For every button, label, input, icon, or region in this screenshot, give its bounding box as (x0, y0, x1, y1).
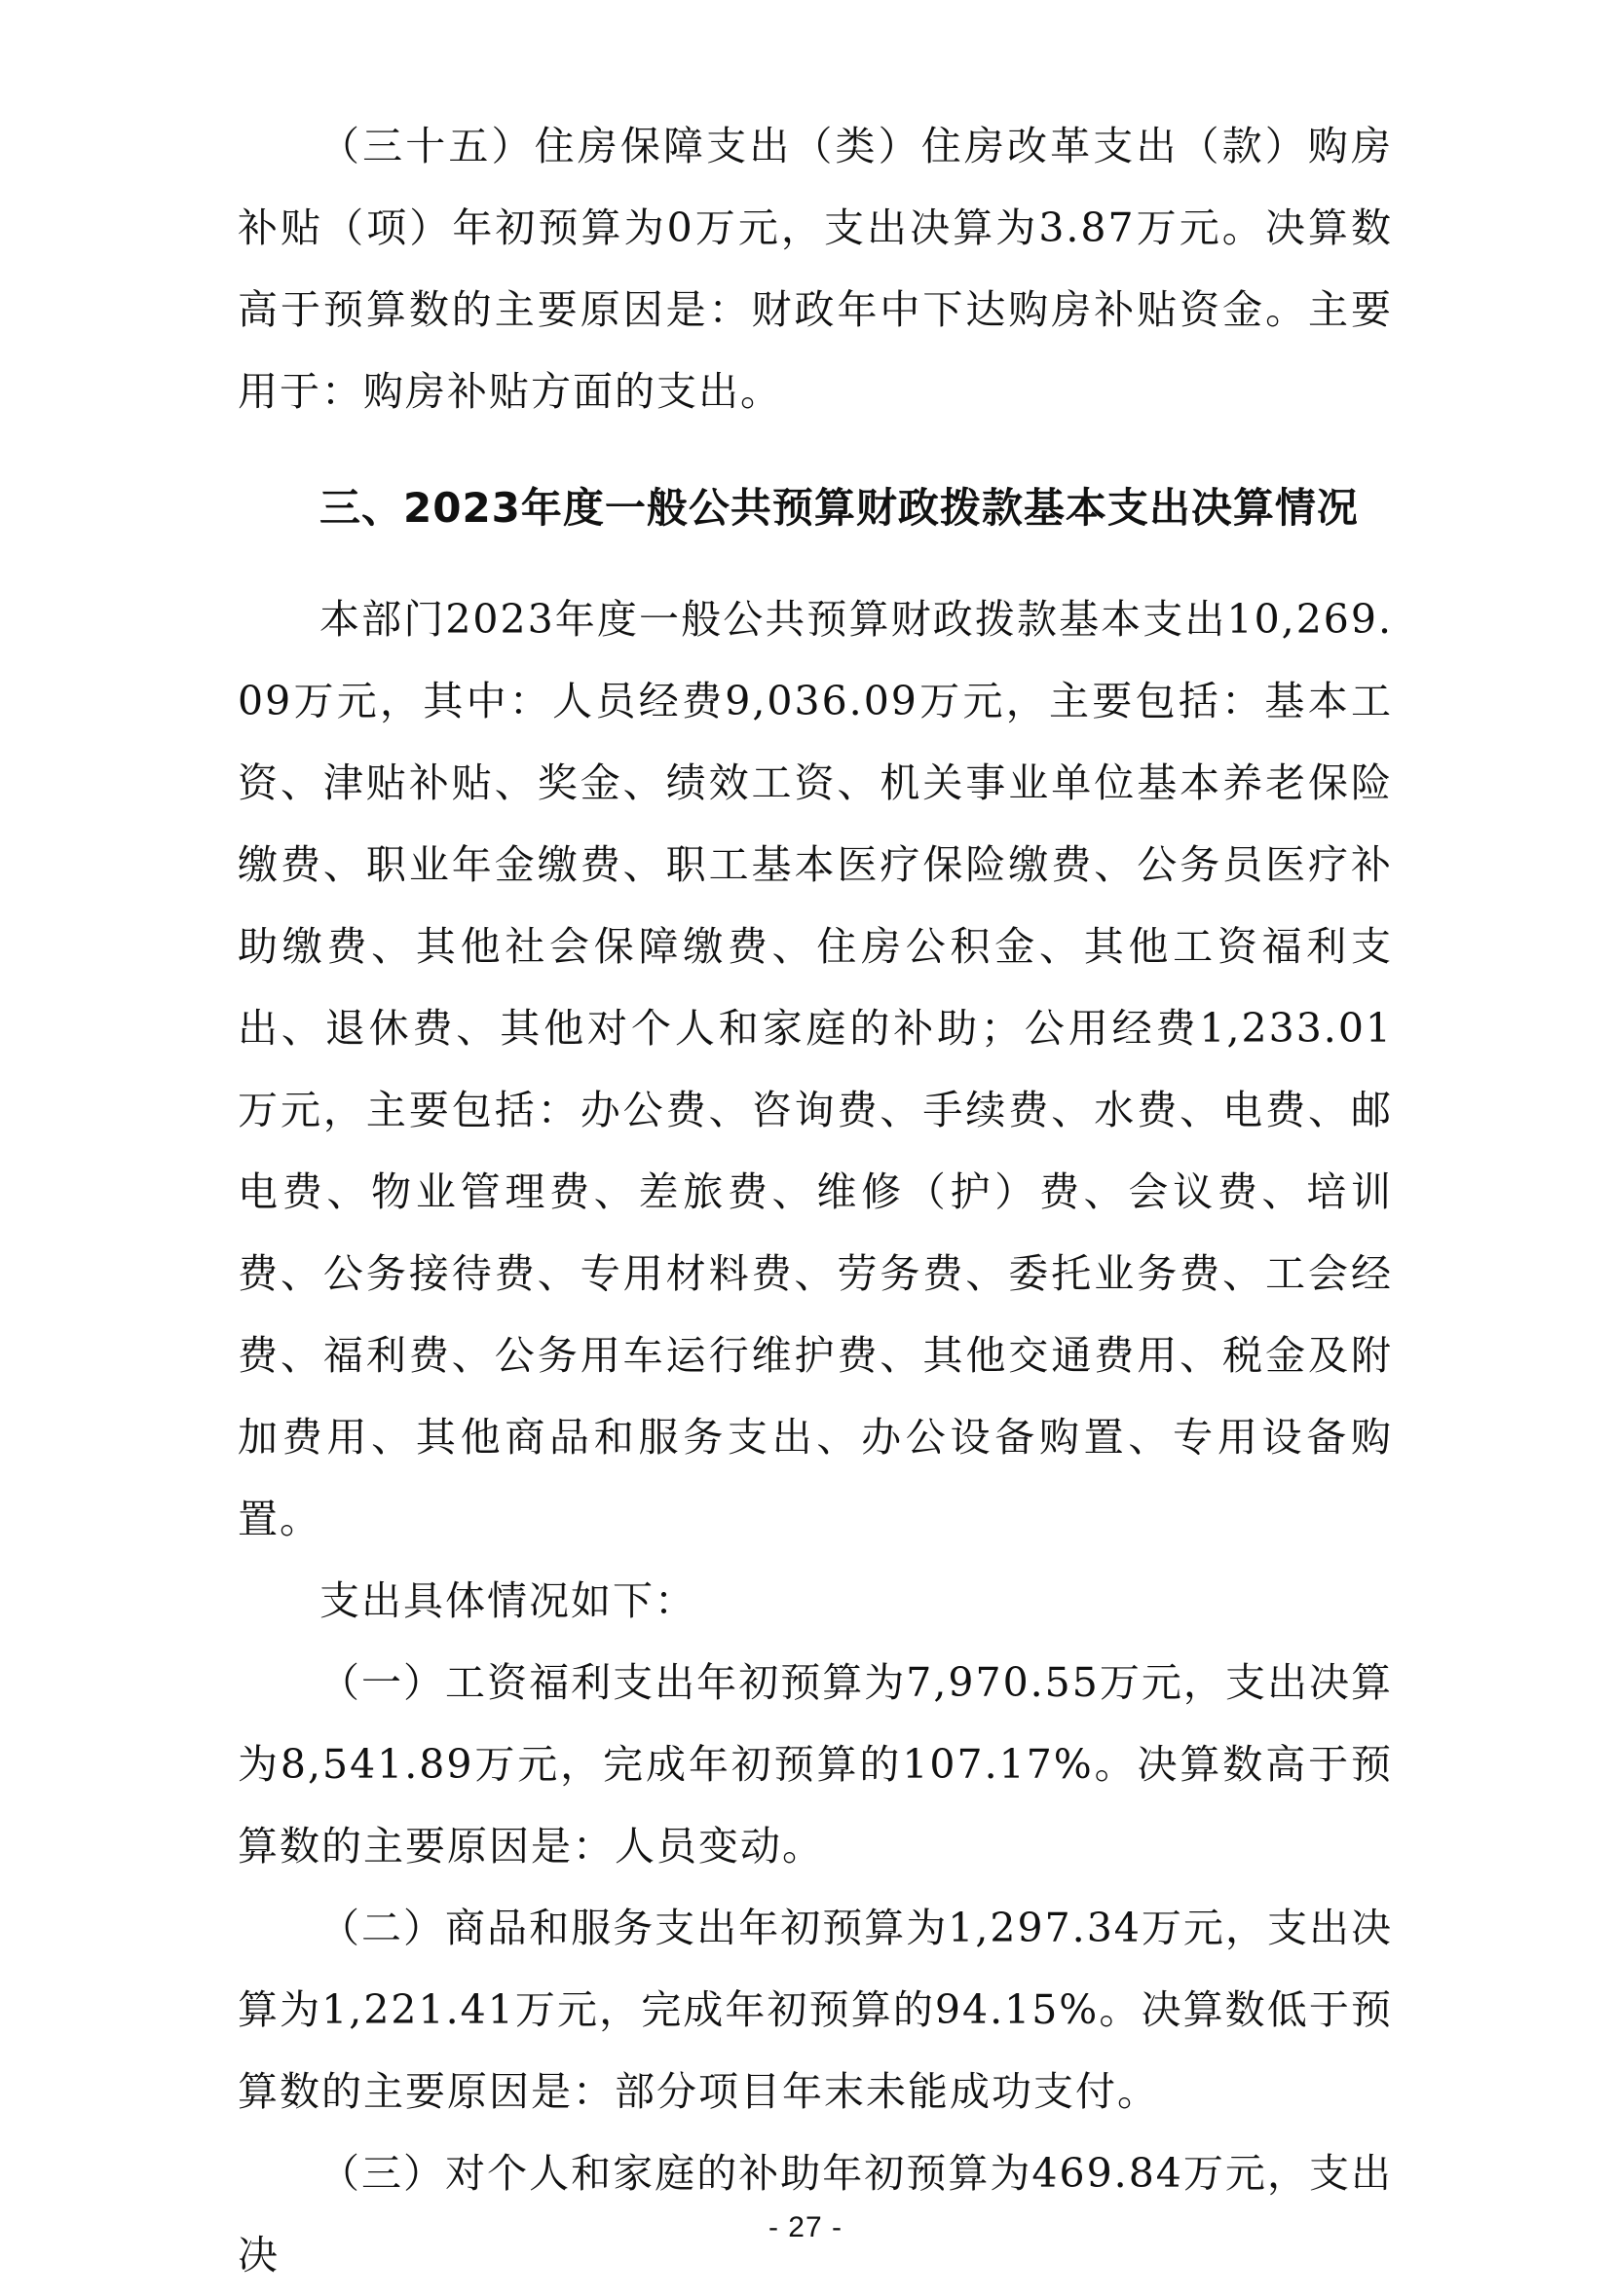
paragraph-goods-services: （二）商品和服务支出年初预算为1,297.34万元，支出决算为1,221.41万元，完成年初预算的94.15%。决算数低于预算数的主要原因是：部分项目年末未能成功支付。 (238, 1905, 1393, 2115)
page-content (238, 105, 1393, 2296)
section-heading: 三、2023年度一般公共预算财政拨款基本支出决算情况 (319, 484, 1359, 532)
page-number: - 27 - (768, 2211, 843, 2243)
paragraph-basic-expenditure-summary: 本部门2023年度一般公共预算财政拨款基本支出10,269.09万元，其中：人员经费9,036.09万元，主要包括：基本工资、津贴补贴、奖金、绩效工资、机关事业单位基本养老保险缴费、职业年金缴费、职工基本医疗保险缴费、公务员医疗补助缴费、其他社会保障缴费、住房公积金、其他工资福利支出、退休费、其他对个人和家庭的补助；公用经费1,233.01万元，主要包括：办公费、咨询费、手续费、水费、电费、邮电费、物业管理费、差旅费、维修（护）费、会议费、培训费、公务接待费、专用材料费、劳务费、委托业务费、工会经费、福利费、公务用车运行维护费、其他交通费用、税金及附加费用、其他商品和服务支出、办公设备购置、专用设备购置。 (238, 596, 1393, 1542)
paragraph-individual-family-subsidy: （三）对个人和家庭的补助年初预算为469.84万元，支出决 (238, 2150, 1393, 2278)
paragraph-housing-subsidy: （三十五）住房保障支出（类）住房改革支出（款）购房补贴（项）年初预算为0万元，支出决算为3.87万元。决算数高于预算数的主要原因是：财政年中下达购房补贴资金。主要用于：购房补贴方面的支出。 (238, 123, 1393, 415)
paragraph-details-intro: 支出具体情况如下： (319, 1577, 696, 1624)
paragraph-salary-welfare: （一）工资福利支出年初预算为7,970.55万元，支出决算为8,541.89万元，完成年初预算的107.17%。决算数高于预算数的主要原因是：人员变动。 (238, 1659, 1393, 1870)
